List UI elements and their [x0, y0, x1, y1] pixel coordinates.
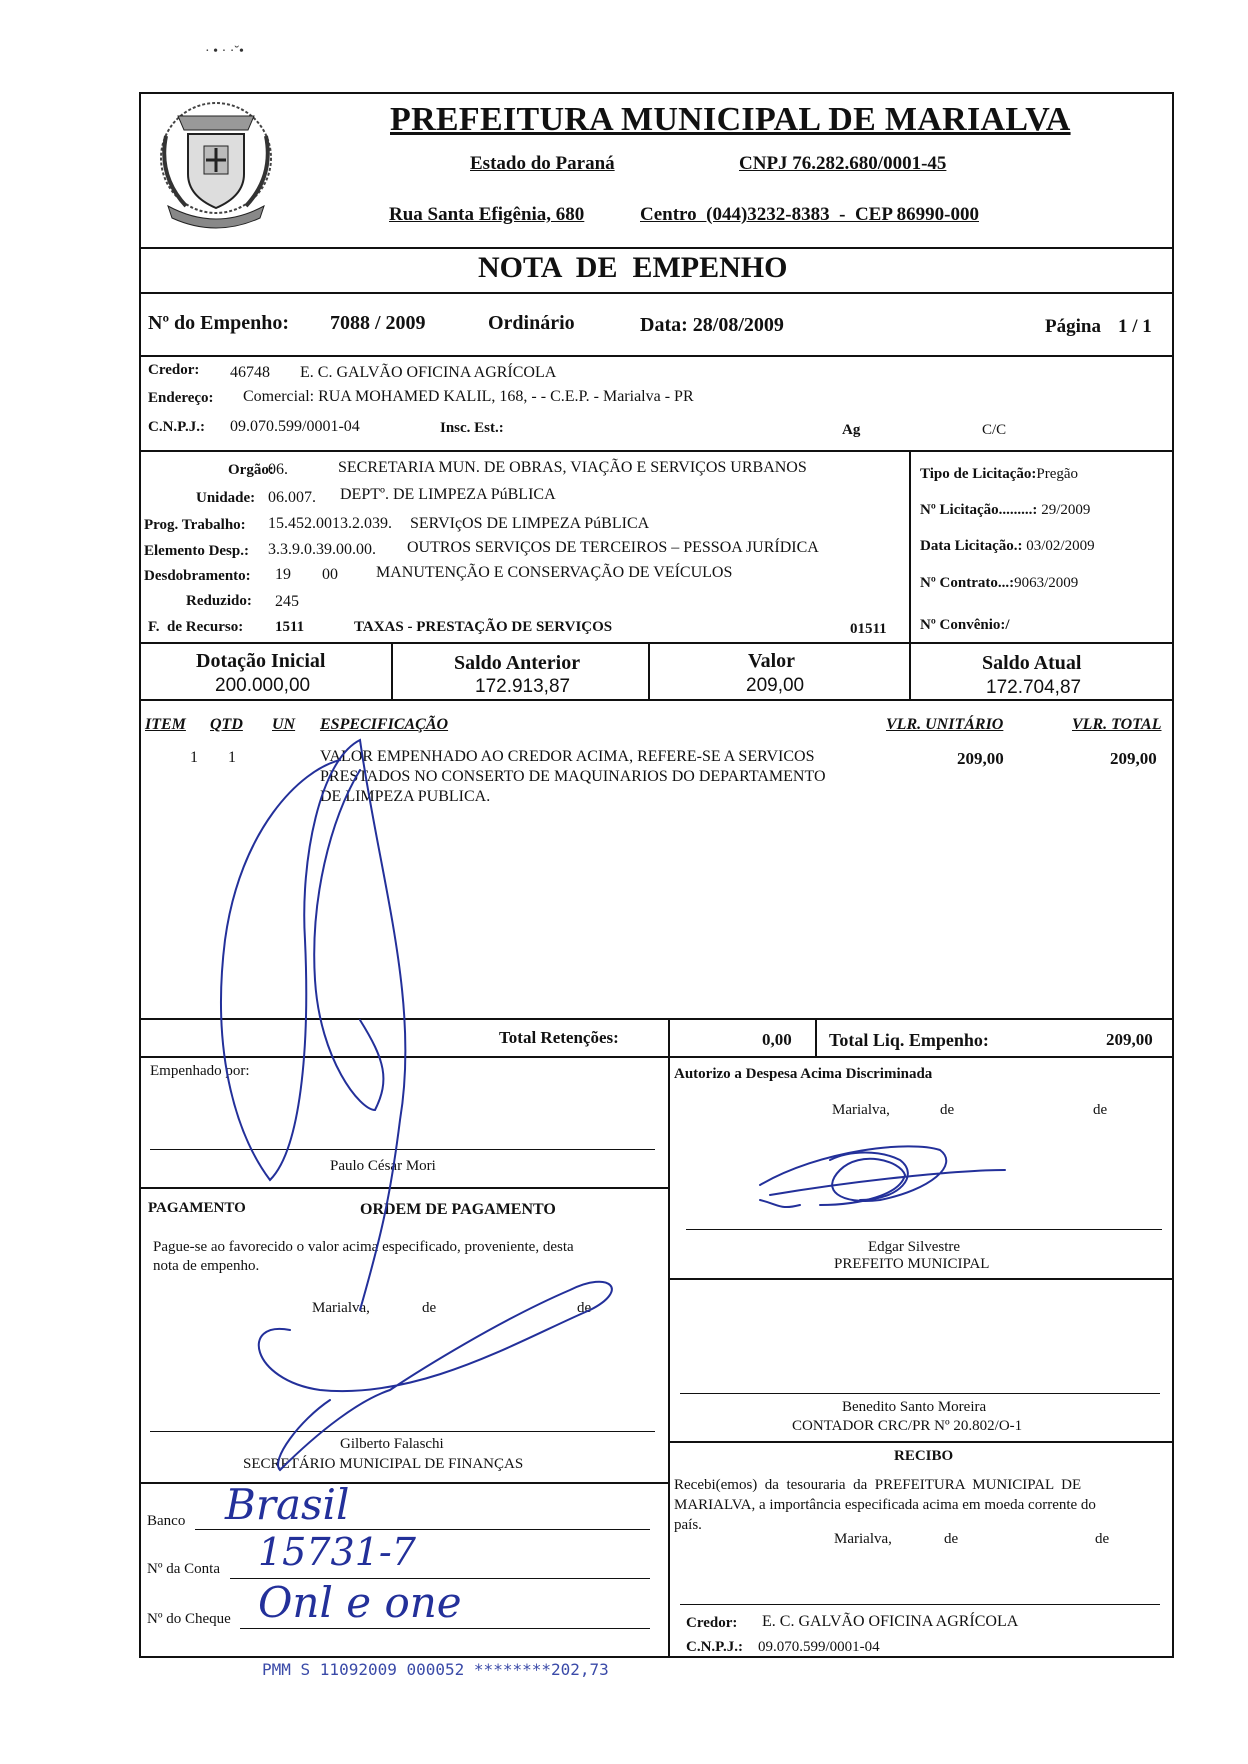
- doc-title: NOTA DE EMPENHO: [478, 251, 788, 284]
- ag-label: Ag: [842, 422, 861, 438]
- total-liq-label: Total Liq. Empenho:: [829, 1030, 989, 1050]
- divider: [139, 247, 1174, 249]
- item-desc-line-1: VALOR EMPENHADO AO CREDOR ACIMA, REFERE-SE A SERVICOS: [320, 748, 815, 765]
- unidade-name: DEPTº. DE LIMPEZA PúBLICA: [340, 486, 556, 503]
- prefeito-role: PREFEITO MUNICIPAL: [834, 1256, 990, 1272]
- col-un: UN: [272, 716, 296, 733]
- autorizo-de-1: de: [940, 1102, 955, 1118]
- address-label: Rua Santa Efigênia, 680: [389, 204, 585, 225]
- col-vlr-unitario: VLR. UNITÁRIO: [886, 716, 1004, 733]
- item-number: 1: [190, 749, 198, 766]
- contact-label: Centro (044)3232-8383 - CEP 86990-000: [640, 204, 979, 225]
- recibo-cnpj: 09.070.599/0001-04: [758, 1639, 880, 1655]
- recibo-de-2: de: [1095, 1531, 1110, 1547]
- cnpj-field-label: C.N.P.J.:: [148, 419, 205, 435]
- signature-line: [686, 1229, 1162, 1230]
- divider: [139, 292, 1174, 294]
- divider: [668, 1278, 1174, 1280]
- desdobramento-label: Desdobramento:: [144, 568, 251, 584]
- recibo-text-2: MARIALVA, a importância especificada acima em moeda corrente do: [674, 1497, 1096, 1513]
- credor-label: Credor:: [148, 362, 200, 378]
- divider: [139, 450, 1174, 452]
- divider: [668, 1018, 670, 1056]
- convenio-label: Nº Convênio:/: [920, 617, 1010, 633]
- valor-label: Valor: [748, 650, 796, 672]
- col-vlr-total: VLR. TOTAL: [1072, 716, 1162, 733]
- pagamento-city: Marialva,: [312, 1300, 370, 1316]
- divider: [668, 1441, 1174, 1443]
- saldo-atual-label: Saldo Atual: [982, 652, 1082, 674]
- credor-address: Comercial: RUA MOHAMED KALIL, 168, - - C.E.P. - Marialva - PR: [243, 388, 694, 405]
- recurso-code: 1511: [275, 619, 305, 635]
- recibo-title: RECIBO: [894, 1448, 954, 1464]
- state-label: Estado do Paraná: [470, 153, 615, 174]
- recibo-text-1: Recebi(emos) da tesouraria da PREFEITURA MUNICIPAL DE: [674, 1477, 1082, 1493]
- divider: [815, 1018, 817, 1056]
- total-liq-value: 209,00: [1106, 1030, 1153, 1049]
- divider: [909, 642, 911, 699]
- scan-speck: · • · ·˘•: [205, 44, 244, 59]
- empenhado-name: Paulo César Mori: [330, 1158, 436, 1174]
- credor-code: 46748: [230, 364, 270, 381]
- desdobramento-subcode: 00: [322, 566, 338, 583]
- data-licitacao-text: Data Licitação.:: [920, 538, 1027, 554]
- recurso-name: TAXAS - PRESTAÇÃO DE SERVIÇOS: [354, 619, 613, 635]
- credor-cnpj: 09.070.599/0001-04: [230, 418, 360, 435]
- empenhado-label: Empenhado por:: [150, 1063, 250, 1079]
- secretario-name: Gilberto Falaschi: [340, 1436, 444, 1452]
- empenho-date: Data: 28/08/2009: [640, 314, 784, 336]
- signature-line: [680, 1604, 1160, 1605]
- payment-stamp: PMM S 11092009 000052 ********202,73: [262, 1660, 609, 1679]
- contador-role: CONTADOR CRC/PR Nº 20.802/O-1: [792, 1418, 1023, 1434]
- recurso-label: F. de Recurso:: [148, 619, 244, 635]
- signature-line: [150, 1149, 655, 1150]
- address-field-label: Endereço:: [148, 390, 214, 406]
- valor-value: 209,00: [746, 675, 805, 696]
- empenho-type: Ordinário: [488, 312, 575, 334]
- divider: [909, 450, 911, 643]
- coat-of-arms-icon: [148, 96, 283, 236]
- dotacao-value: 200.000,00: [215, 675, 311, 696]
- cc-label: C/C: [982, 422, 1007, 438]
- desdobramento-name: MANUTENÇÃO E CONSERVAÇÃO DE VEÍCULOS: [376, 564, 733, 581]
- divider: [139, 1187, 669, 1189]
- recibo-de-1: de: [944, 1531, 959, 1547]
- signature-line: [150, 1431, 655, 1432]
- saldo-anterior-value: 172.913,87: [475, 676, 571, 697]
- recibo-text-3: país.: [674, 1517, 702, 1533]
- recibo-credor-label: Credor:: [686, 1615, 738, 1631]
- cheque-line: [240, 1628, 650, 1629]
- credor-name: E. C. GALVÃO OFICINA AGRÍCOLA: [300, 364, 557, 381]
- recibo-city: Marialva,: [834, 1531, 892, 1547]
- empenho-number: 7088 / 2009: [330, 312, 426, 334]
- tipo-licitacao-value: Pregão: [1036, 466, 1079, 482]
- saldo-atual-value: 172.704,87: [986, 677, 1082, 698]
- unidade-label: Unidade:: [196, 490, 256, 506]
- prefeito-name: Edgar Silvestre: [868, 1239, 961, 1255]
- data-licitacao-value: 03/02/2009: [1026, 538, 1095, 554]
- divider: [139, 699, 1174, 701]
- empenho-label: Nº do Empenho:: [148, 312, 290, 334]
- recurso-code-2: 01511: [850, 621, 887, 637]
- recibo-credor-name: E. C. GALVÃO OFICINA AGRÍCOLA: [762, 1613, 1019, 1630]
- item-qtd: 1: [228, 749, 236, 766]
- insc-label: Insc. Est.:: [440, 420, 504, 436]
- contador-name: Benedito Santo Moreira: [842, 1399, 987, 1415]
- prog-code: 15.452.0013.2.039.: [268, 515, 392, 532]
- cnpj-label: CNPJ 76.282.680/0001-45: [739, 153, 947, 174]
- municipality-title: PREFEITURA MUNICIPAL DE MARIALVA: [390, 101, 1071, 138]
- divider: [668, 1056, 670, 1658]
- item-desc-line-2: PRESTADOS NO CONSERTO DE MAQUINARIOS DO DEPARTAMENTO: [320, 768, 826, 785]
- divider: [139, 1482, 669, 1484]
- banco-label: Banco: [147, 1513, 186, 1529]
- contrato-label: [920, 575, 1078, 592]
- tipo-licitacao-label: [920, 466, 1078, 483]
- pagamento-label: PAGAMENTO: [148, 1200, 246, 1216]
- cheque-label: Nº do Cheque: [147, 1611, 231, 1627]
- elemento-code: 3.3.9.0.39.00.00.: [268, 541, 376, 558]
- divider: [139, 642, 1174, 644]
- ordem-pagamento-label: ORDEM DE PAGAMENTO: [360, 1201, 556, 1218]
- num-licitacao-value: 29/2009: [1041, 502, 1091, 518]
- col-qtd: QTD: [210, 716, 243, 733]
- elemento-label: Elemento Desp.:: [144, 543, 249, 559]
- dotacao-label: Dotação Inicial: [196, 650, 326, 672]
- col-especificacao: ESPECIFICAÇÃO: [320, 716, 449, 733]
- contrato-value: 9063/2009: [1014, 575, 1079, 591]
- item-vlr-unitario: 209,00: [957, 749, 1004, 768]
- pagamento-de-2: de: [577, 1300, 592, 1316]
- reduzido-label: Reduzido:: [186, 593, 252, 609]
- num-licitacao-text: Nº Licitação.........:: [920, 502, 1042, 518]
- orgao-label: Orgão:: [228, 462, 274, 478]
- divider: [139, 355, 1174, 357]
- signature-line: [680, 1393, 1160, 1394]
- recibo-cnpj-label: C.N.P.J.:: [686, 1639, 743, 1655]
- col-item: ITEM: [145, 716, 186, 733]
- orgao-code: 06.: [268, 461, 288, 478]
- divider: [648, 642, 650, 699]
- pagamento-text-2: nota de empenho.: [153, 1258, 260, 1274]
- elemento-name: OUTROS SERVIÇOS DE TERCEIROS – PESSOA JURÍDICA: [407, 539, 819, 556]
- cheque-handwritten: Onl e one: [258, 1578, 462, 1627]
- page-label: Página: [1045, 316, 1101, 337]
- conta-label: Nº da Conta: [147, 1561, 220, 1577]
- desdobramento-code: 19: [275, 566, 291, 583]
- divider: [391, 642, 393, 699]
- autorizo-de-2: de: [1093, 1102, 1108, 1118]
- autorizo-city: Marialva,: [832, 1102, 890, 1118]
- pagamento-de-1: de: [422, 1300, 437, 1316]
- tipo-licitacao-text: Tipo de Licitação:: [920, 466, 1037, 482]
- autorizo-label: Autorizo a Despesa Acima Discriminada: [674, 1066, 933, 1082]
- divider: [139, 1018, 1174, 1020]
- unidade-code: 06.007.: [268, 489, 316, 506]
- pagamento-text-1: Pague-se ao favorecido o valor acima especificado, proveniente, desta: [153, 1239, 574, 1255]
- orgao-name: SECRETARIA MUN. DE OBRAS, VIAÇÃO E SERVIÇOS URBANOS: [338, 459, 807, 476]
- divider: [139, 1056, 1174, 1058]
- conta-handwritten: 15731-7: [258, 1530, 416, 1574]
- prog-label: Prog. Trabalho:: [144, 517, 246, 533]
- data-licitacao-label: [920, 538, 1095, 555]
- banco-handwritten: Brasil: [225, 1480, 350, 1529]
- retencoes-label: Total Retenções:: [499, 1028, 619, 1047]
- secretario-role: SECRETÁRIO MUNICIPAL DE FINANÇAS: [243, 1456, 524, 1472]
- saldo-anterior-label: Saldo Anterior: [454, 652, 581, 674]
- page-number: 1 / 1: [1118, 316, 1152, 337]
- num-licitacao-label: [920, 502, 1090, 519]
- reduzido-code: 245: [275, 593, 299, 610]
- item-vlr-total: 209,00: [1110, 749, 1157, 768]
- item-desc-line-3: DE LIMPEZA PUBLICA.: [320, 788, 491, 805]
- retencoes-value: 0,00: [762, 1030, 792, 1049]
- prog-name: SERVIçOS DE LIMPEZA PúBLICA: [410, 515, 650, 532]
- contrato-text: Nº Contrato...:: [920, 575, 1015, 591]
